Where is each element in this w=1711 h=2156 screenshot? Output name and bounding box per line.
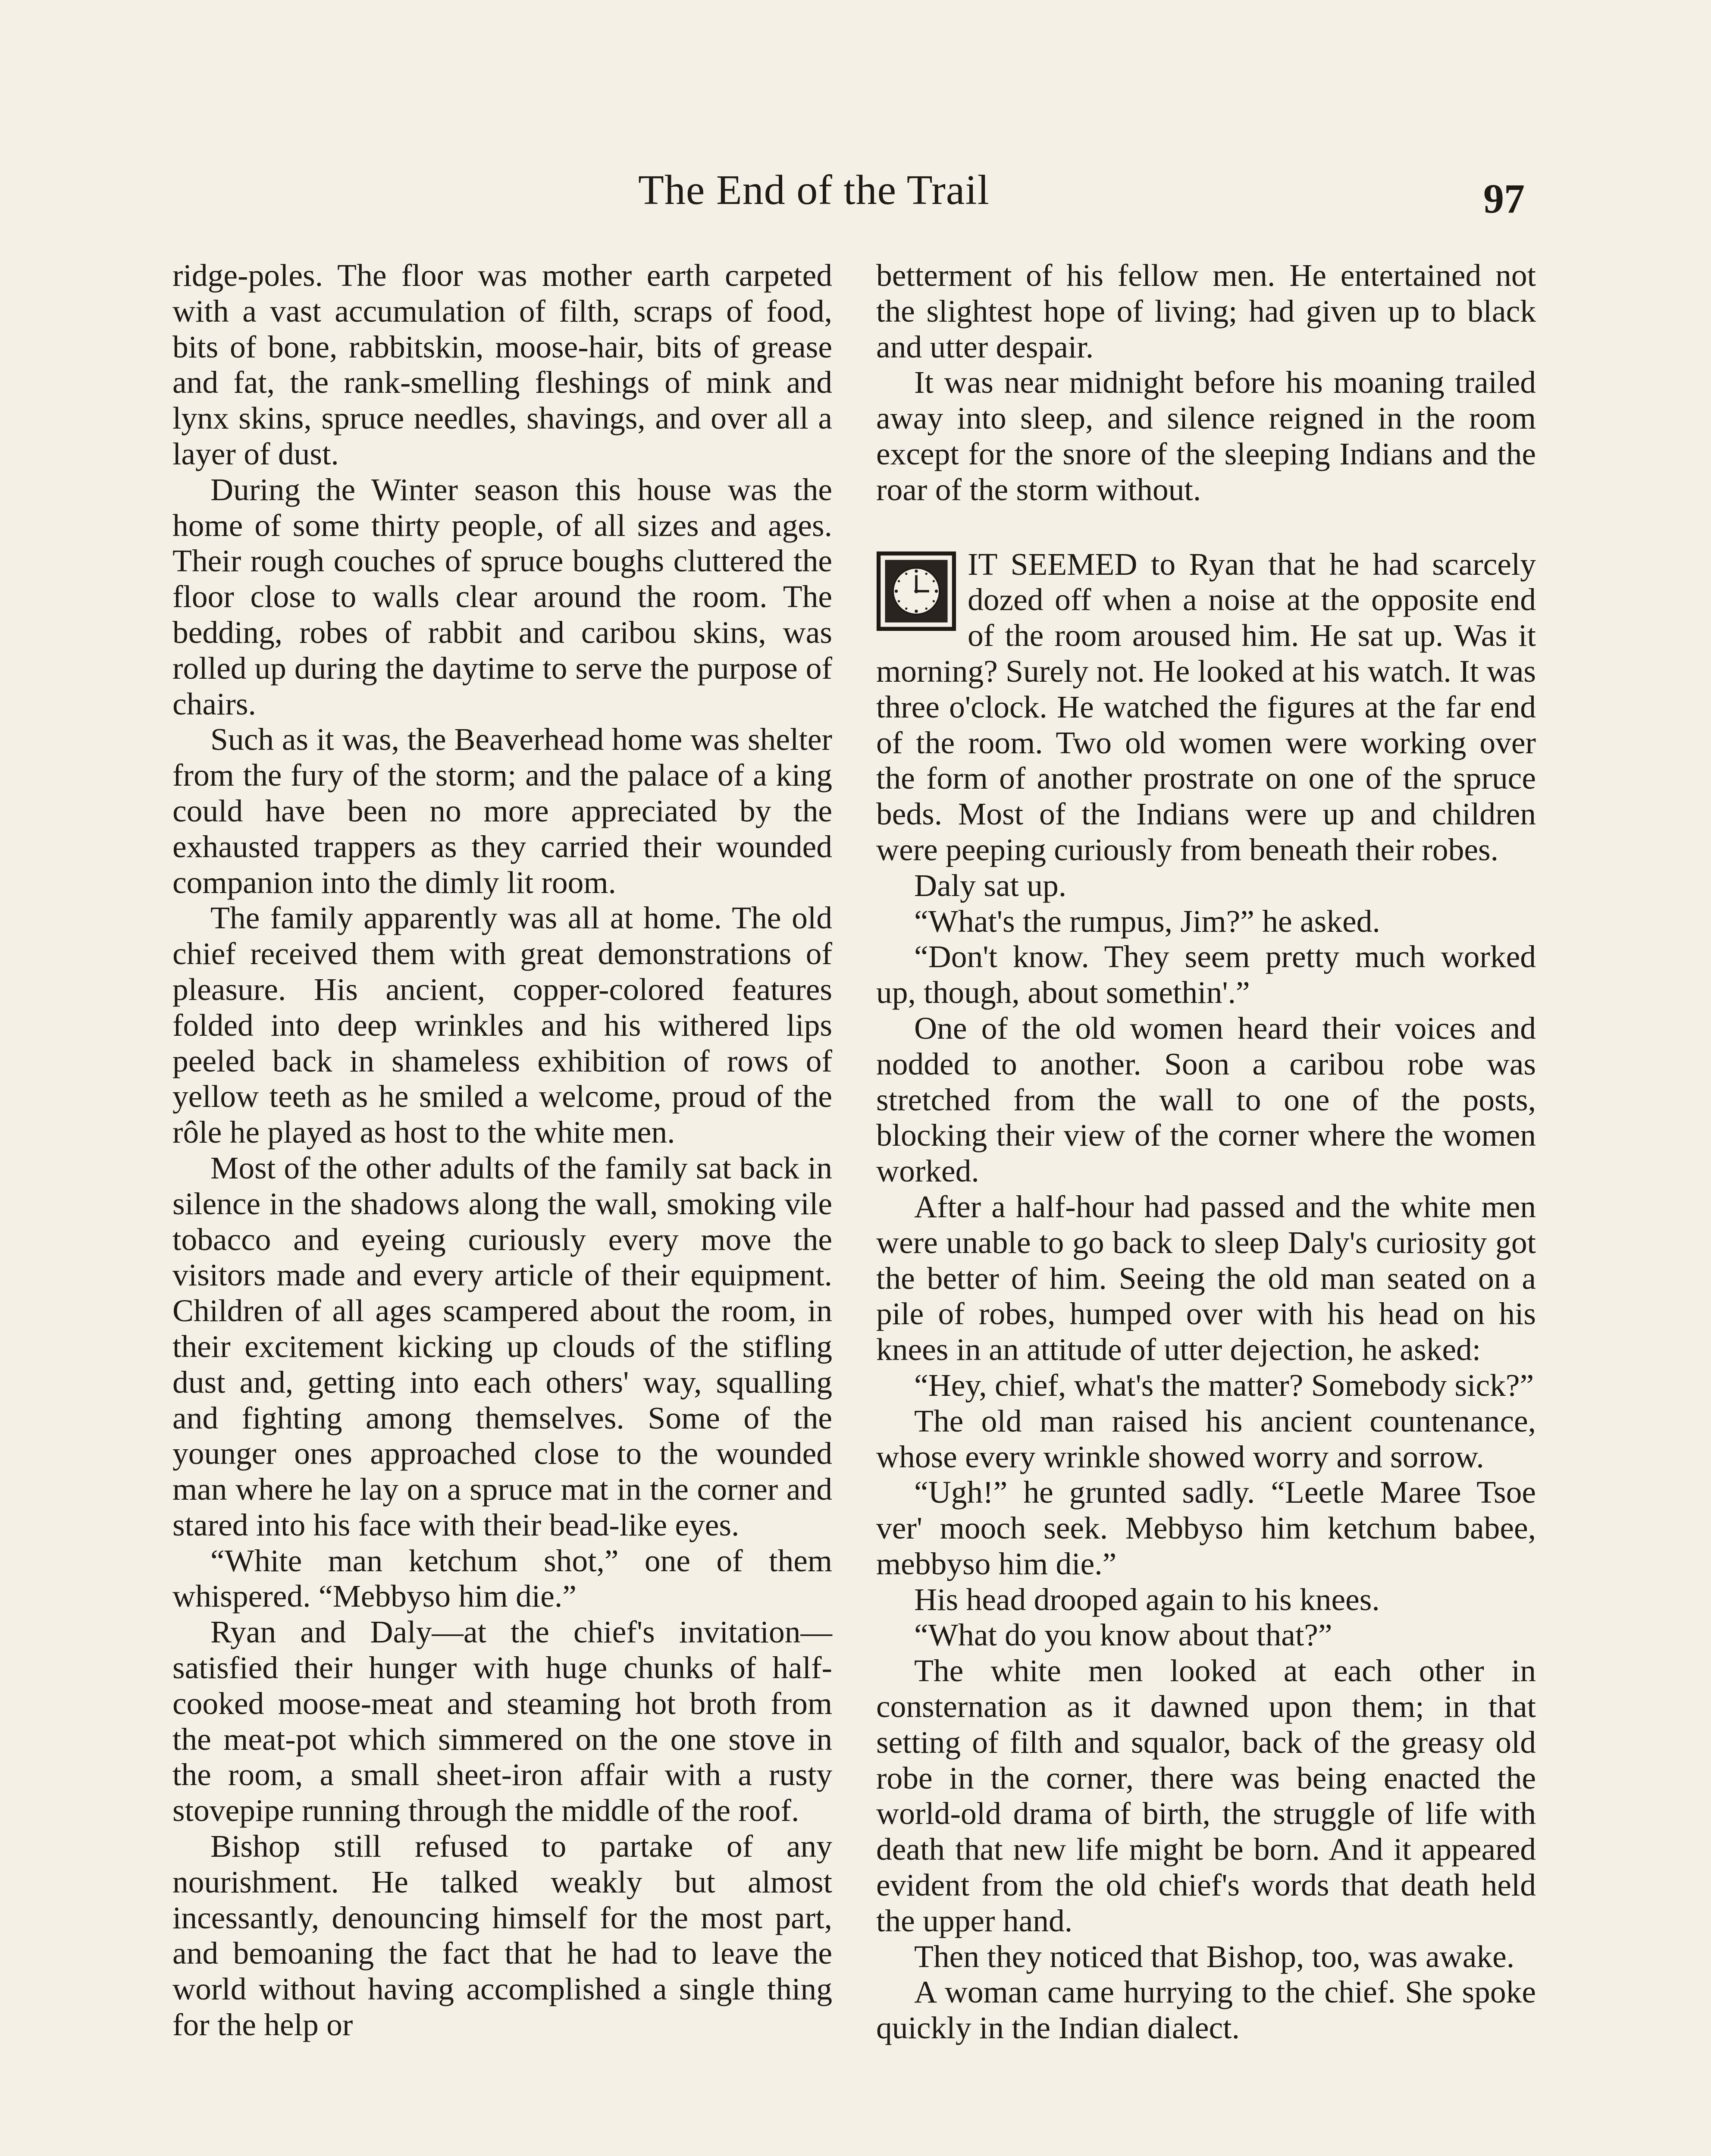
paragraph: “What do you know about that?” (914, 1617, 1332, 1653)
running-title: The End of the Trail (638, 167, 990, 213)
paragraph: The old man raised his ancient countenance, whose every wrinkle showed worry and sorrow. (876, 1403, 1536, 1474)
page-number: 97 (1483, 175, 1525, 222)
paragraph: During the Winter season this house was the home of some thirty people, of all sizes and ages. Their rough couches of spruce boughs cluttered the floor close to walls clear around the room. The bedding, robes of rabbit and caribou skins, was rolled up during the daytime to serve the purpose of chairs. (172, 472, 832, 721)
paragraph: betterment of his fellow men. He entertained not the slightest hope of living; had given up to black and utter despair. (876, 258, 1536, 364)
dropcap-text: IT SEEMED to Ryan that he had scarcely dozed off when a noise at the opposite end of the room aroused him. He sat up. Was it morning? Surely not. He looked at his watch. It was three o'clock. He watched the figures at the far end of the room. Two old women were working over the form of another prostrate on one of the spruce beds. Most of the Indians were up and children were peeping curiously from beneath their robes. (876, 546, 1536, 867)
paragraph: Ryan and Daly—at the chief's invitation—satisfied their hunger with huge chunks of half-cooked moose-meat and steaming hot broth from the meat-pot which simmered on the one stove in the room, a small sheet-iron affair with a rusty stovepipe running through the middle of the roof. (172, 1614, 832, 1828)
dropcap-paragraph (876, 547, 1536, 868)
paragraph: Such as it was, the Beaverhead home was shelter from the fury of the storm; and the palace of a king could have been no more appreciated by the exhausted trappers as they carried their wounded companion into the dimly lit room. (172, 722, 832, 900)
section-break (876, 508, 1536, 547)
paragraph: “What's the rumpus, Jim?” he asked. (914, 903, 1380, 939)
paragraph: One of the old women heard their voices and nodded to another. Soon a caribou robe was stretched from the wall to one of the posts, blocking their view of the corner where the women worked. (876, 1010, 1536, 1189)
paragraph: After a half-hour had passed and the white men were unable to go back to sleep Daly's curiosity got the better of him. Seeing the old man seated on a pile of robes, humped over with his head on his knees in an attitude of utter dejection, he asked: (876, 1189, 1536, 1367)
paragraph: The white men looked at each other in consternation as it dawned upon them; in that setting of filth and squalor, back of the greasy old robe in the corner, there was being enacted the world-old drama of birth, the struggle of life with death that new life might be born. And it appeared evident from the old chief's words that death held the upper hand. (876, 1653, 1536, 1938)
paragraph: A woman came hurrying to the chief. She spoke quickly in the Indian dialect. (876, 1974, 1536, 2046)
paragraph: “White man ketchum shot,” one of them whispered. “Mebbyso him die.” (172, 1543, 832, 1614)
paragraph: The family apparently was all at home. The old chief received them with great demonstrations of pleasure. His ancient, copper-colored features folded into deep wrinkles and his withered lips peeled back in shameless exhibition of rows of yellow teeth as he smiled a welcome, proud of the rôle he played as host to the white men. (172, 900, 832, 1150)
paragraph: Then they noticed that Bishop, too, was awake. (914, 1939, 1515, 1974)
paragraph: “Hey, chief, what's the matter? Somebody sick?” (914, 1367, 1534, 1403)
paragraph: Bishop still refused to partake of any nourishment. He talked weakly but almost incessantly, denouncing himself for the most part, and bemoaning the fact that he had to leave the world without having accomplished a single thing for the help or (172, 1829, 832, 2043)
clock-icon (876, 551, 956, 631)
paragraph: It was near midnight before his moaning trailed away into sleep, and silence reigned in the room except for the snore of the sleeping Indians and the roar of the storm without. (876, 365, 1536, 507)
right-column (876, 258, 1536, 2046)
paragraph: Most of the other adults of the family sat back in silence in the shadows along the wall, smoking vile tobacco and eyeing curiously every move the visitors made and every article of their equipment. Children of all ages scampered about the room, in their excitement kicking up clouds of the stifling dust and, getting into each others' way, squalling and fighting among themselves. Some of the younger ones approached close to the wounded man where he lay on a spruce mat in the corner and stared into his face with their bead-like eyes. (172, 1150, 832, 1542)
paragraph: “Don't know. They seem pretty much worked up, though, about somethin'.” (876, 939, 1536, 1010)
paragraph: ridge-poles. The floor was mother earth carpeted with a vast accumulation of filth, scraps of food, bits of bone, rabbitskin, moose-hair, bits of grease and fat, the rank-smelling fleshings of mink and lynx skins, spruce needles, shavings, and over all a layer of dust. (172, 258, 832, 471)
paragraph: Daly sat up. (914, 868, 1067, 903)
paragraph: “Ugh!” he grunted sadly. “Leetle Maree Tsoe ver' mooch seek. Mebbyso him ketchum babee, mebbyso him die.” (876, 1475, 1536, 1581)
left-column (172, 258, 832, 2043)
paragraph: His head drooped again to his knees. (914, 1582, 1380, 1617)
